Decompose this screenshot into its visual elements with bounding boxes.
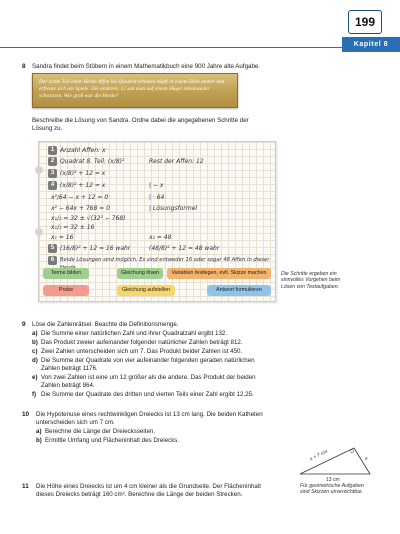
solution-line: | Lösungsformel [149,205,198,212]
step-chip-gleichung-aufstellen: Gleichung aufstellen [117,285,175,296]
task-10-item-a: a) Berechne die Länge der Dreiecksseiten. [36,428,156,435]
solution-line: Quadrat 8. Teil: (x/8)² [60,158,125,165]
step-chip-variablen-festlegen: Variablen festlegen, evtl. Skizze machen [167,268,271,279]
right-triangle-sketch [296,440,376,482]
chapter-label: Kapitel 8 [342,37,400,52]
step-badge-2: 2 [48,157,57,166]
solution-line: x₁ = 16 [51,234,74,241]
solution-line: x²/64 − x + 12 = 0 [51,194,109,201]
board-pin [35,166,43,174]
header-rule [0,47,342,48]
task-11-line-2: dieses Dreiecks beträgt 160 cm². Berechne die Länge der beiden Strecken. [36,491,243,498]
step-badge-1: 1 [48,146,57,155]
triangle-leg-label: x + 7 cm [308,448,329,463]
triangle-x-label: x [365,456,368,462]
task-8-instruction-line-1: Beschreibe die Lösung von Sandra. Ordne dabei die angegebenen Schritte der [32,117,249,124]
solution-line: x₂ = 48 [149,234,172,241]
page-number: 199 [348,10,382,34]
triangle-hypotenuse-label: 13 cm [326,477,340,482]
solution-line: x₁/₂ = 32 ± √(32² − 768) [51,215,126,222]
solution-line: x² − 64x + 768 = 0 [51,205,110,212]
task-10-item-b: b) Ermittle Umfang und Flächeninhalt des Dreiecks. [36,437,180,444]
ancient-problem-text: Der achte Teil einer Herde Affen ins Quadrat erhoben hüpft in einem Hain umher und erfreute sich am Spiele. Die anderen, 12 sah man auf einem Hügel miteinander schwatzen. Wie groß war die Herde? [39,79,225,99]
task-9-item-a: a) Die Summe einer natürlichen Zahl und ihrer Quadratzahl ergibt 132. [32,330,228,337]
step-badge-6: 6 [48,256,57,265]
task-9-item-c: c) Zwei Zahlen unterscheiden sich um 7. Das Produkt beider Zahlen ist 450. [32,348,243,355]
solution-line: (48/8)² + 12 = 48 wahr [149,245,220,252]
solution-line: Beide Lösungen sind möglich. Es sind entweder 16 oder sogar 48 Affen in dieser [60,257,270,263]
task-10-line-1: Die Hypotenuse eines rechtwinkligen Dreiecks ist 13 cm lang. Die beiden Katheten [36,411,263,418]
task-11-number: 11 [22,483,29,490]
task-9-number: 9 [22,321,26,328]
task-9-item-e: e) Von zwei Zahlen ist eine um 12 größer als die andere. Das Produkt der beiden Zahlen beträgt 864. [32,374,256,389]
solution-line: Rest der Affen: 12 [149,158,204,165]
step-badge-3: 3 [48,169,57,178]
task-11-line-1: Die Höhe eines Dreiecks ist um 4 cm kleiner als die Grundseite. Der Flächeninhalt [36,483,261,490]
step-chip-gleichung-loesen: Gleichung lösen [117,268,163,279]
solution-line: x₁/₂ = 32 ± 16 [51,224,95,231]
board-pin [35,228,43,236]
step-chip-probe: Probe [43,285,89,296]
step-chip-antwort-formulieren: Antwort formulieren [207,285,271,296]
solution-line: (x/8)² + 12 = x [60,170,106,177]
step-badge-4: 4 [48,181,57,190]
step-badge-5: 5 [48,244,57,253]
task-9-item-b: b) Das Produkt zweier aufeinander folgender natürlicher Zahlen beträgt 812. [32,339,243,346]
side-note-steps: Die Schritte ergeben ein sinnvolles Vorgehen beim Lösen von Textaufgaben. [281,271,341,290]
task-8-number: 8 [22,63,26,70]
solution-line: Anzahl Affen: x [60,147,106,154]
solution-line: | · 64 [149,194,165,201]
solution-line: | − x [149,182,164,189]
step-chip-terme-bilden: Terme bilden [43,268,89,279]
task-9-item-f: f) Die Summe der Quadrate des dritten und vierten Teils einer Zahl ergibt 12,25. [32,391,254,398]
task-8-instruction-line-2: Lösung zu. [32,125,63,132]
task-9-item-d: d) Die Summe der Quadrate von vier aufeinander folgenden geraden natürlichen Zahlen beträgt 1176. [32,357,255,372]
solution-line: (x/8)² + 12 = x [60,182,106,189]
task-10-line-2: unterscheiden sich um 7 cm. [36,419,115,426]
task-8-intro: Sandra findet beim Stöbern in einem Mathematikbuch eine 900 Jahre alte Aufgabe. [32,63,261,70]
task-9-intro: Löse die Zahlenrätsel. Beachte die Definitionsmenge. [32,321,179,328]
ancient-problem-box [32,73,238,108]
solution-grid-board [38,141,276,302]
side-note-sketches: Für geometrische Aufgaben sind Skizzen unverzichtbar. [300,483,364,496]
solution-line: (16/8)² + 12 = 16 wahr [60,245,131,252]
task-10-number: 10 [22,411,30,418]
